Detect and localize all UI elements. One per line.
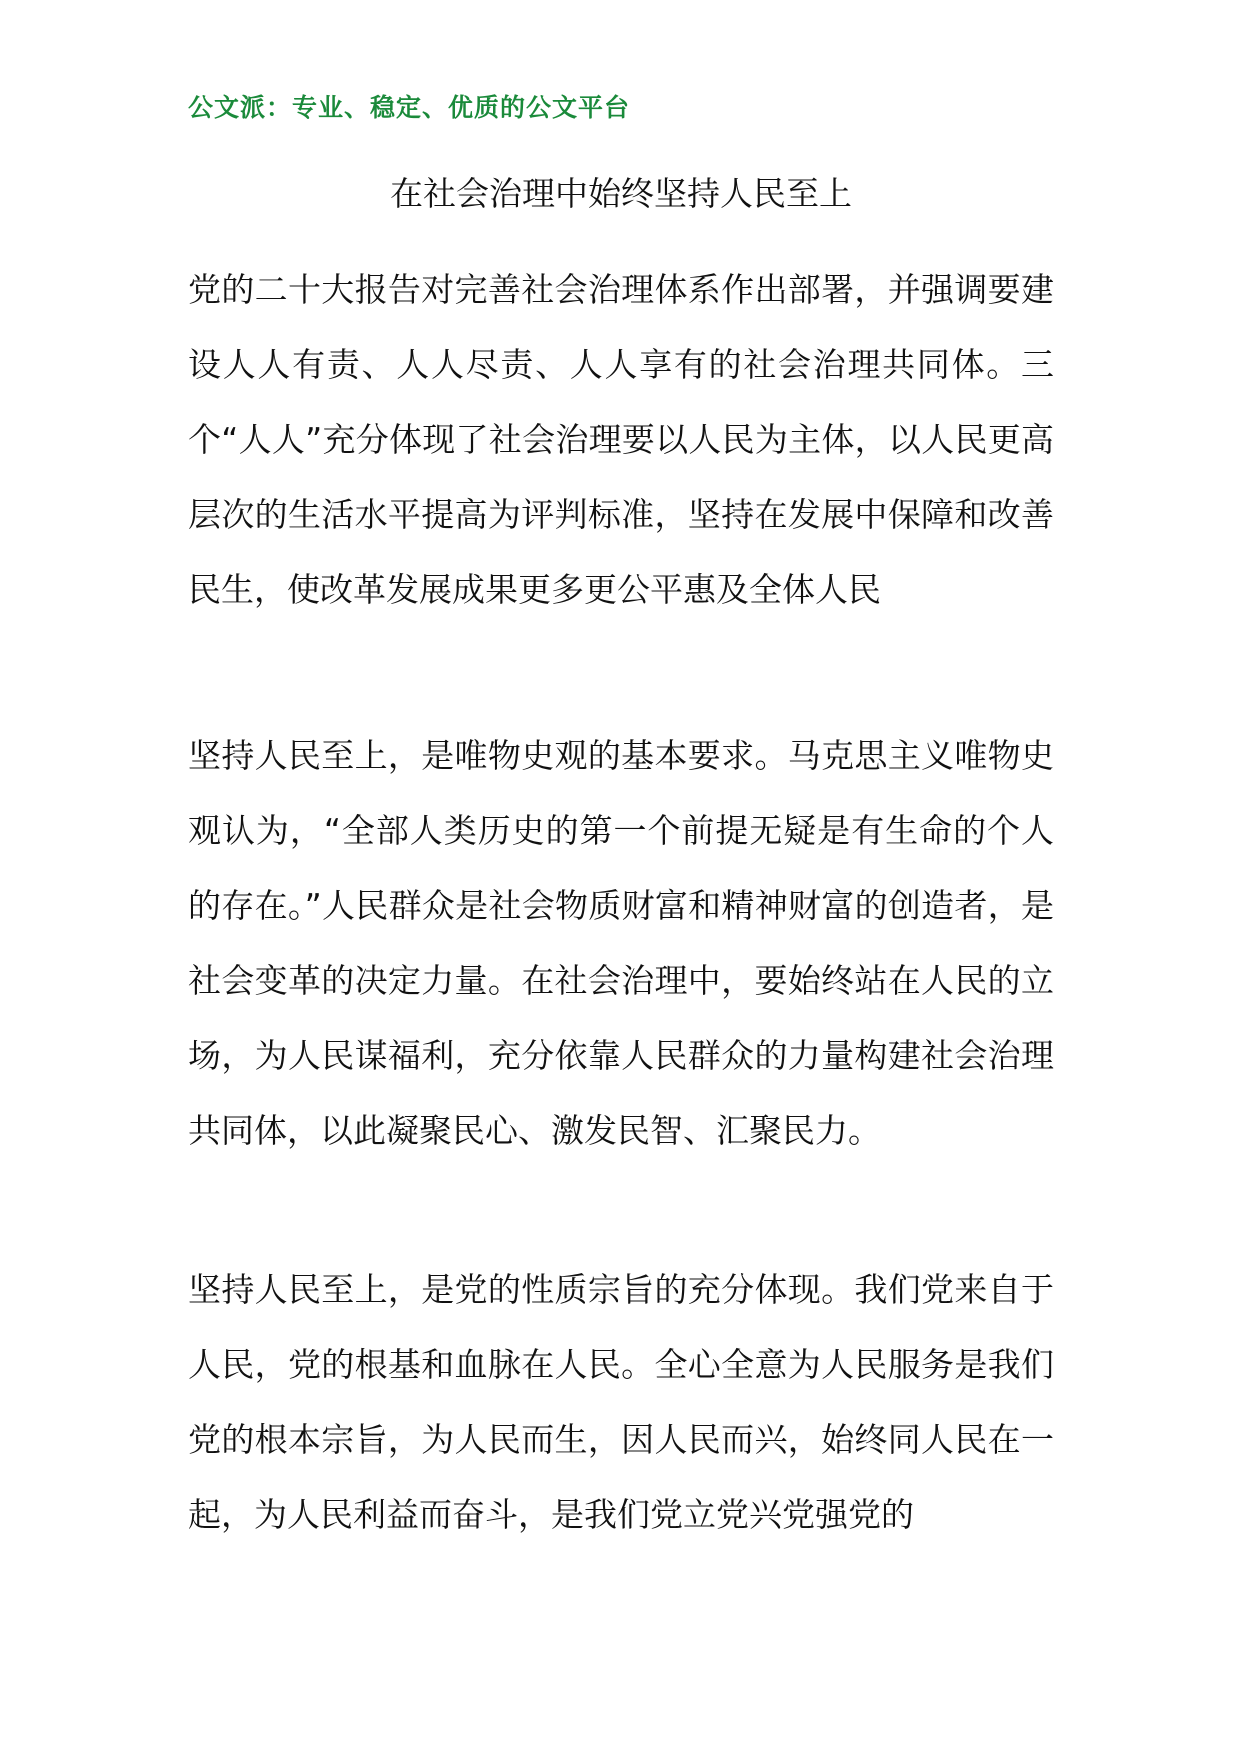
paragraph-2: 坚持人民至上，是唯物史观的基本要求。马克思主义唯物史观认为，“全部人类历史的第一个前提无疑是有生命的个人的存在。”人民群众是社会物质财富和精神财富的创造者，是社会变革的决定力量。在社会治理中，要始终站在人民的立场，为人民谋福利，充分依靠人民群众的力量构建社会治理共同体，以此凝聚民心、激发民智、汇聚民力。 — [188, 736, 1054, 1150]
paragraph-1: 党的二十大报告对完善社会治理体系作出部署，并强调要建设人人有责、人人尽责、人人享有的社会治理共同体。三个“人人”充分体现了社会治理要以人民为主体，以人民更高层次的生活水平提高为评判标准，坚持在发展中保障和改善民生，使改革发展成果更多更公平惠及全体人民 — [188, 270, 1054, 609]
paragraph-3: 坚持人民至上，是党的性质宗旨的充分体现。我们党来自于人民，党的根基和血脉在人民。全心全意为人民服务是我们党的根本宗旨，为人民而生，因人民而兴，始终同人民在一起，为人民利益而奋斗，是我们党立党兴党强党的 — [188, 1270, 1054, 1534]
platform-header: 公文派：专业、稳定、优质的公文平台 — [188, 93, 631, 122]
document-title: 在社会治理中始终坚持人民至上 — [390, 174, 852, 213]
